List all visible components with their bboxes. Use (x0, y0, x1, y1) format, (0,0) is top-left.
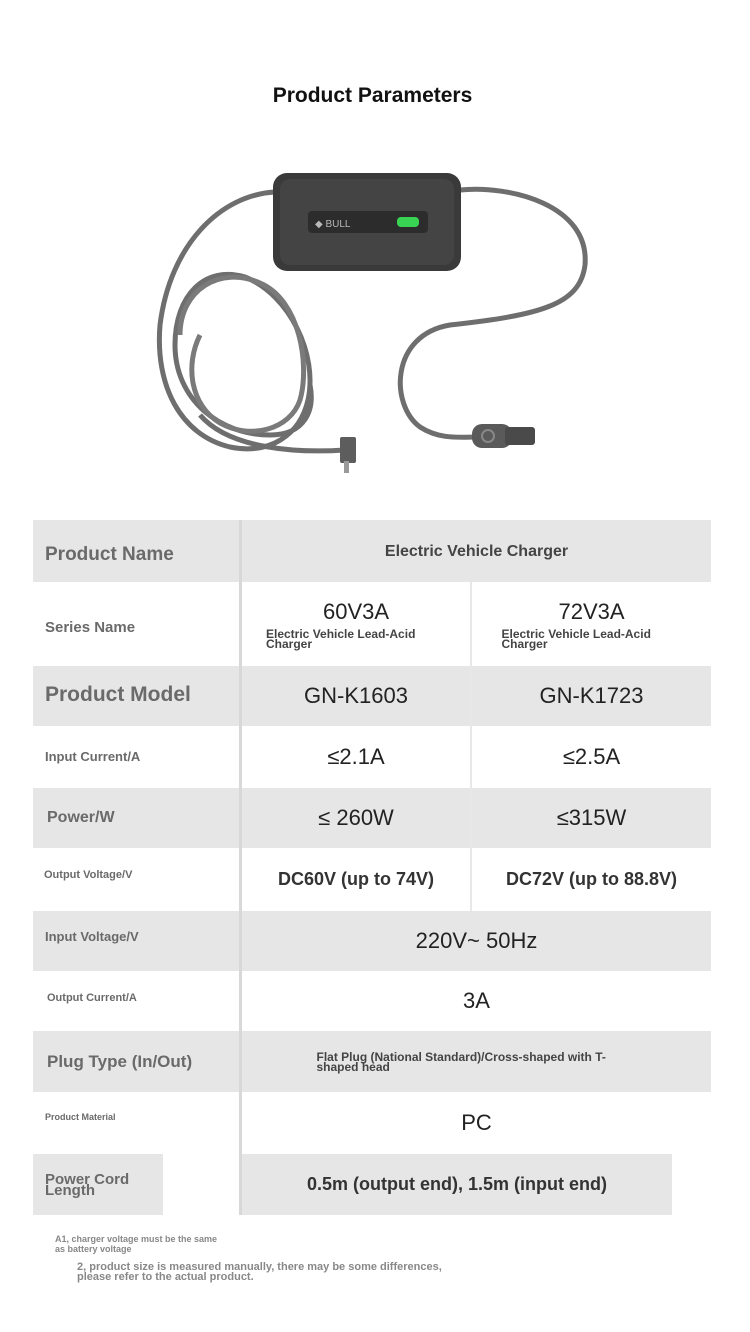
row-value-col1: GN-K1603 (242, 666, 470, 726)
table-row-input-current (33, 726, 711, 788)
table-row-product-material (33, 1092, 711, 1154)
series-main: 60V3A (322, 599, 390, 624)
row-value-wrap (242, 1031, 711, 1092)
status-led (397, 217, 419, 227)
brand-logo: ◆ BULL (315, 219, 351, 230)
row-value: 3A (463, 988, 490, 1013)
footnote-2: 2, product size is measured manually, there may be some differences, please refer to the actual product. (77, 1261, 442, 1283)
row-value-col2 (472, 582, 711, 666)
column-divider (239, 520, 242, 1215)
row-label: Product Name (33, 520, 239, 582)
table-row-plug-type (33, 1031, 711, 1092)
page-title: Product Parameters (272, 84, 473, 107)
table-row-input-voltage (33, 911, 711, 971)
row-value: 220V~ 50Hz (242, 911, 711, 971)
row-value-col1: ≤ 260W (242, 788, 470, 848)
series-main: 72V3A (558, 599, 625, 624)
row-value-col2: DC72V (up to 88.8V) (505, 869, 678, 889)
series-sub: Electric Vehicle Lead-Acid Charger (266, 627, 416, 651)
row-label: Power/W (33, 788, 239, 848)
row-value-col2: ≤315W (472, 788, 711, 848)
row-value-col2: GN-K1723 (472, 666, 711, 726)
row-value: PC (461, 1110, 492, 1135)
row-value: Flat Plug (National Standard)/Cross-shaped with T-shaped head (316, 1049, 606, 1074)
row-label: Input Current/A (45, 749, 141, 764)
table-row-power-cord-length (33, 1154, 711, 1215)
charger-product-image (150, 165, 600, 485)
row-label: Product Material (45, 1112, 116, 1122)
table-row-series-name (33, 582, 711, 666)
row-value: Electric Vehicle Charger (242, 520, 711, 582)
row-value-col1 (242, 582, 470, 666)
row-value-col1: ≤2.1A (327, 744, 385, 769)
row-label: Output Current/A (47, 992, 137, 1004)
row-label: Input Voltage/V (33, 911, 239, 971)
row-value: 0.5m (output end), 1.5m (input end) (242, 1154, 672, 1215)
row-value-col1: DC60V (up to 74V) (277, 869, 435, 889)
table-row-power (33, 788, 711, 848)
row-value-col2: ≤2.5A (562, 744, 621, 769)
row-label: Plug Type (In/Out) (33, 1031, 239, 1092)
table-row-output-current (33, 971, 711, 1031)
footnote-1: A1, charger voltage must be the same as battery voltage (55, 1234, 218, 1254)
input-plug (340, 437, 356, 463)
table-row-product-model (33, 666, 711, 726)
series-sub: Electric Vehicle Lead-Acid Charger (501, 627, 651, 651)
table-row-output-voltage (33, 848, 711, 911)
row-label: Product Model (33, 666, 239, 726)
row-label: Series Name (45, 619, 136, 636)
table-row-product-name (33, 520, 711, 582)
row-label: Power Cord Length (33, 1154, 163, 1215)
row-label: Output Voltage/V (44, 869, 133, 881)
column-divider-mid (470, 582, 472, 911)
